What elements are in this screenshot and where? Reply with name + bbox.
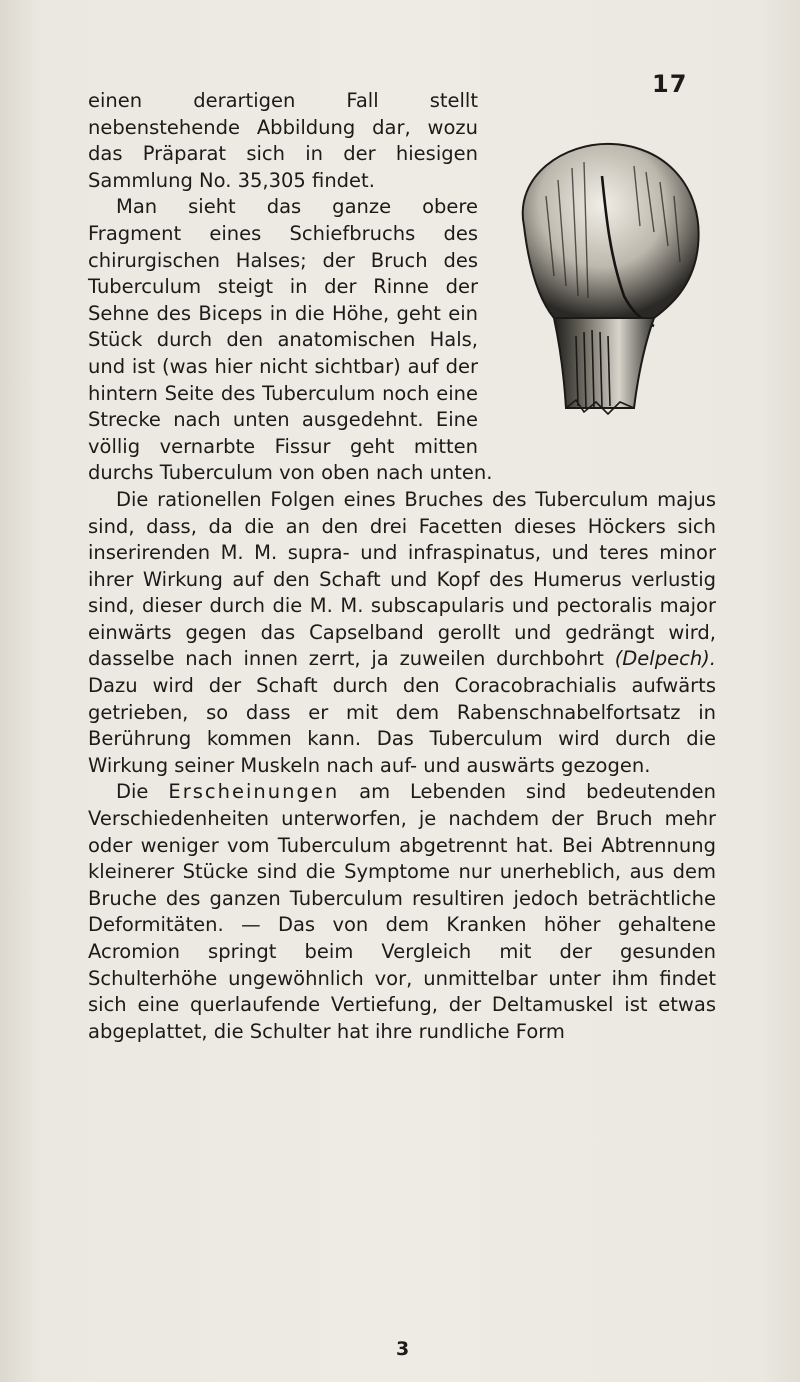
paragraph-4 [88,779,716,1045]
emphasis-erscheinungen: Erscheinungen [168,780,340,804]
body-text [88,88,716,1045]
paragraph-3 [88,487,716,780]
citation-delpech: (Delpech). [614,647,716,671]
paragraph-4-prefix: Die [116,780,149,804]
humerus-drawing [484,136,716,436]
paragraph-3-text: Die rationellen Folgen eines Bruches des Tuberculum majus sind, dass, da die an den drei Facetten dieses Höckers sich inserirenden M. M. supra- und infraspinatus, und teres minor ihrer Wirkung auf den Schaft und Kopf des Humerus verlustig sind, dieser durch die M. M. subscapularis und pectoralis major einwärts gegen das Capselband gerollt und gedrängt wird, dasselbe nach innen zerrt, ja zuweilen durchbohrt [88,487,716,671]
humerus-shaft-shape [554,318,654,408]
paragraph-2: Man sieht das ganze obere Fragment eines Schiefbruchs des chirurgischen Halses; der Bruch des Tuberculum steigt in der Rinne der Sehne des Biceps in die Höhe, geht ein Stück durch den anatomischen Hals, und ist (was hier nicht sichtbar) auf der hintern Seite des Tuberculum noch eine Strecke nach unten ausgedehnt. Eine völlig vernarbte Fissur geht mitten durchs Tuberculum von oben nach unten. [88,195,493,485]
page-number: 17 [652,70,688,98]
humerus-fracture-illustration [484,136,716,436]
paragraph-1: einen derartigen Fall stellt nebenstehende Abbildung dar, wozu das Präparat sich in der hiesigen Sammlung No. 35,305 findet. [88,89,478,192]
signature-mark: 3 [396,1338,410,1360]
paragraph-4-text: am Lebenden sind bedeutenden Verschiedenheiten unterworfen, je nachdem der Bruch mehr oder weniger vom Tuberculum abgetrennt hat. Bei Abtrennung kleinerer Stücke sind die Symptome nur unerheblich, aus dem Bruche des ganzen Tuberculum resultiren jedoch beträchtliche Deformitäten. — Das von dem Kranken höher gehaltene Acromion springt beim Vergleich mit der gesunden Schulterhöhe ungewöhnlich vor, unmittelbar unter ihm findet sich eine querlaufende Vertiefung, der Deltamuskel ist etwas abgeplattet, die Schulter hat ihre rundliche Form [88,780,717,1043]
paragraph-3-continued: Dazu wird der Schaft durch den Coracobrachialis aufwärts getrieben, so dass er mit dem Rabenschnabelfortsatz in Berührung kommen kann. Das Tuberculum wird durch die Wirkung seiner Muskeln nach auf- und auswärts gezogen. [88,674,716,777]
